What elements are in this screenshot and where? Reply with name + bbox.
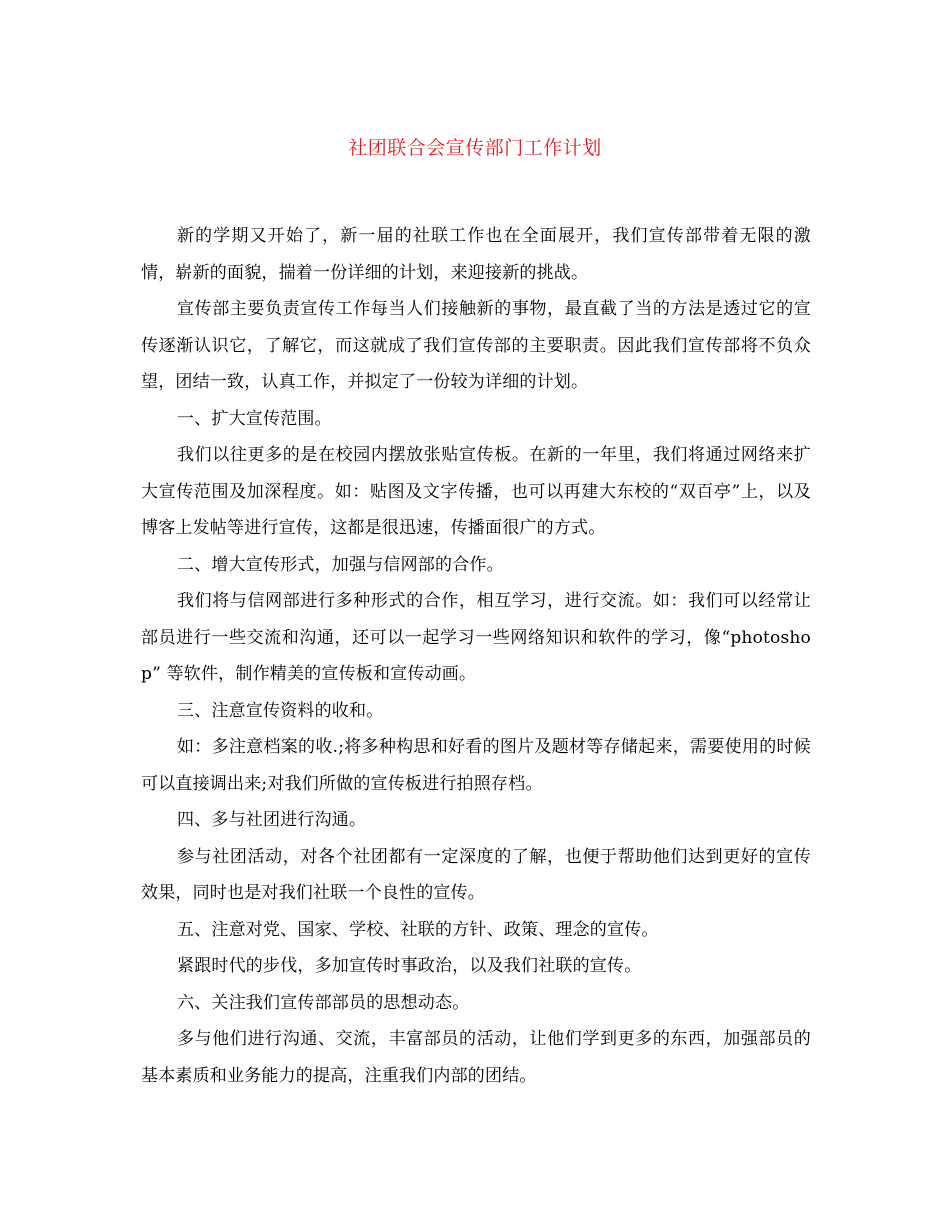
paragraph-responsibility: 宣传部主要负责宣传工作每当人们接触新的事物，最直截了当的方法是透过它的宣传逐渐认识它，了解它，而这就成了我们宣传部的主要职责。因此我们宣传部将不负众望，团结一致，认真工作，并拟定了一份较为详细的计划。 <box>141 299 811 392</box>
paragraph-intro: 新的学期又开始了，新一届的社联工作也在全面展开，我们宣传部带着无限的激情，崭新的面貌，揣着一份详细的计划，来迎接新的挑战。 <box>141 226 811 283</box>
section-heading-1: 一、扩大宣传范围。 <box>177 408 332 429</box>
section-body-6: 多与他们进行沟通、交流，丰富部员的活动，让他们学到更多的东西，加强部员的基本素质和业务能力的提高，注重我们内部的团结。 <box>141 1029 811 1086</box>
section-body-1: 我们以往更多的是在校园内摆放张贴宣传板。在新的一年里，我们将通过网络来扩大宣传范围及加深程度。如：贴图及文字传播，也可以再建大东校的“双百亭”上，以及博客上发帖等进行宣传，这都是很迅速，传播面很广的方式。 <box>141 445 811 538</box>
section-body-5: 紧跟时代的步伐，多加宣传时事政治，以及我们社联的宣传。 <box>177 956 642 976</box>
document-title: 社团联合会宣传部门工作计划 <box>348 137 602 159</box>
section-heading-6: 六、关注我们宣传部部员的思想动态。 <box>177 992 470 1013</box>
section-heading-2: 二、增大宣传形式，加强与信网部的合作。 <box>177 554 504 575</box>
section-body-3: 如：多注意档案的收.;将多种构思和好看的图片及题材等存储起来，需要使用的时候可以直接调出来;对我们所做的宣传板进行拍照存档。 <box>141 737 811 794</box>
section-heading-5: 五、注意对党、国家、学校、社联的方针、政策、理念的宣传。 <box>177 919 659 940</box>
section-body-2: 我们将与信网部进行多种形式的合作，相互学习，进行交流。如：我们可以经常让部员进行一些交流和沟通，还可以一起学习一些网络知识和软件的学习，像“photoshop” 等软件，制作精美的宣传板和宣传动画。 <box>141 591 811 684</box>
section-body-4: 参与社团活动，对各个社团都有一定深度的了解，也便于帮助他们达到更好的宣传效果，同时也是对我们社联一个良性的宣传。 <box>141 846 811 903</box>
document-body <box>141 218 811 1094</box>
section-heading-4: 四、多与社团进行沟通。 <box>177 810 367 830</box>
section-heading-3: 三、注意宣传资料的收和。 <box>177 700 384 721</box>
